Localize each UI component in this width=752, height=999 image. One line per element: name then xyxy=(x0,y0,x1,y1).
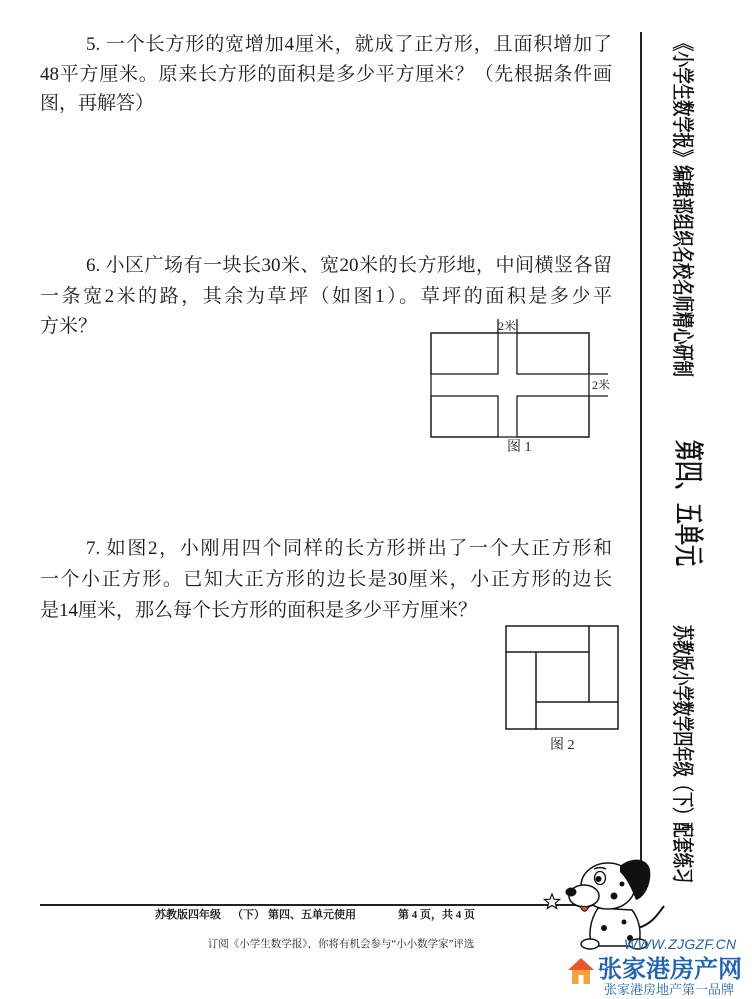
house-roof xyxy=(568,958,594,970)
dog-pupil xyxy=(596,876,602,882)
figure-1-diagram xyxy=(425,312,620,442)
dog-head-spot xyxy=(620,882,625,887)
footer-units: 第四、五单元使用 xyxy=(268,909,356,921)
sidebar-divider xyxy=(640,32,642,890)
footer-grade: 苏教版四年级 xyxy=(155,909,221,921)
figure-2-diagram xyxy=(500,620,625,735)
problem-5-line-3: 图，再解答） xyxy=(40,93,155,114)
problem-7-line-2: 一个小正方形。已知大正方形的边长是30厘米，小正方形的边长 xyxy=(40,569,612,590)
problem-7-line-3: 是14厘米，那么每个长方形的面积是多少平方厘米？ xyxy=(40,600,478,621)
figure-1-caption: 图 1 xyxy=(507,440,532,455)
sidebar-publisher-note: 《小学生数学报》编辑部组织名校名师精心研制 xyxy=(669,35,694,377)
lawn-top-right xyxy=(517,333,589,374)
house-door xyxy=(579,975,584,984)
problem-6-line-2: 一条宽2米的路，其余为草坪（如图1）。草坪的面积是多少平 xyxy=(40,285,612,307)
problem-5-line-1: 5. 一个长方形的宽增加4厘米，就成了正方形，且面积增加了 xyxy=(86,34,612,55)
dog-tongue xyxy=(580,906,589,911)
watermark-url: WWW.ZJGZF.CN xyxy=(624,936,737,952)
dog-body-spot xyxy=(622,920,627,925)
cartoon-dog-icon xyxy=(540,850,690,950)
rectangle-top xyxy=(506,626,589,652)
sidebar-series-title: 苏教版小学数学四年级（下）配套练习 xyxy=(669,625,694,884)
problem-5 xyxy=(40,30,612,119)
problem-6-line-1: 6. 小区广场有一块长30米、宽20米的长方形地，中间横竖各留 xyxy=(86,255,612,276)
field-outline xyxy=(431,333,589,437)
dog-head-spot xyxy=(611,893,618,900)
problem-5-line-2: 48平方厘米。原来长方形的面积是多少平方厘米？（先根据条件画 xyxy=(40,63,612,85)
house-icon xyxy=(566,956,596,986)
dog-body-spot xyxy=(601,925,607,931)
star-icon xyxy=(544,894,559,908)
small-square xyxy=(536,652,589,702)
footer-page-info: 第 4 页，共 4 页 xyxy=(398,909,475,921)
footer-subscribe-note: 订阅《小学生数学报》，你将有机会参与“小小数学家”评选 xyxy=(207,939,475,950)
rectangle-left xyxy=(506,652,536,729)
dog-nose xyxy=(566,888,577,897)
problem-6-line-3: 方米？ xyxy=(40,316,98,337)
watermark-site-name: 张家港房产网 xyxy=(598,955,742,983)
watermark-slogan: 张家港房地产第一品牌 xyxy=(604,983,735,998)
figure-2-caption: 图 2 xyxy=(550,738,575,753)
footer-divider xyxy=(40,904,590,906)
large-square-outline xyxy=(506,626,618,729)
dog-paw-left xyxy=(581,939,599,949)
problem-7 xyxy=(40,533,612,626)
footer-volume: （下） xyxy=(232,909,265,921)
road-width-label-right: 2米 xyxy=(591,378,611,392)
dog-tail xyxy=(638,906,664,928)
lawn-bottom-left xyxy=(431,396,498,437)
rectangle-right xyxy=(589,626,618,702)
lawn-bottom-right xyxy=(517,396,589,437)
rectangle-bottom xyxy=(536,702,618,729)
sidebar-unit-title: 第四、五单元 xyxy=(670,440,705,566)
road-width-label-top: 2米 xyxy=(497,319,517,333)
lawn-top-left xyxy=(431,333,498,374)
problem-7-line-1: 7. 如图2，小刚用四个同样的长方形拼出了一个大正方形和 xyxy=(86,538,612,559)
